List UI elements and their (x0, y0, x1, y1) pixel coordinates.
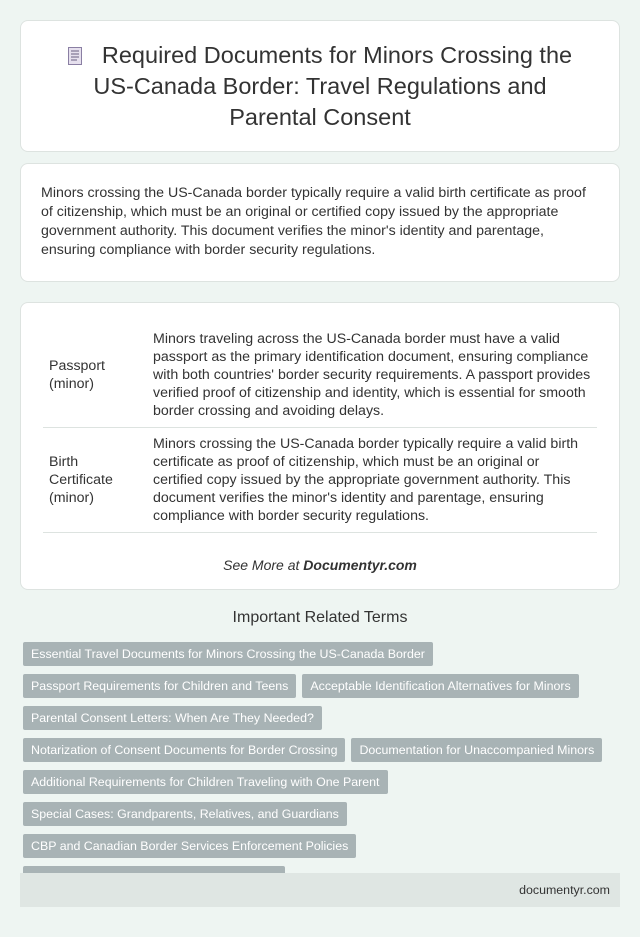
table-row (43, 323, 597, 428)
related-terms-tags (23, 642, 623, 898)
see-more-link[interactable] (43, 557, 597, 573)
related-tag[interactable]: Additional Requirements for Children Traveling with One Parent (23, 770, 388, 794)
table-row (43, 428, 597, 533)
footer-site[interactable]: documentyr.com (519, 883, 610, 897)
related-terms-heading: Important Related Terms (232, 609, 408, 626)
page-title-text: Required Documents for Minors Crossing the US-Canada Border: Travel Regulations and Parental Consent (93, 41, 573, 130)
documents-table (43, 323, 597, 533)
intro-paragraph: Minors crossing the US-Canada border typically require a valid birth certificate as proof of citizenship, which must be an original or certified copy issued by the appropriate government authority. This document verifies the minor's identity and parentage, ensuring compliance with border security regulations. (41, 185, 586, 258)
related-tag[interactable]: Notarization of Consent Documents for Border Crossing (23, 738, 345, 762)
intro-card (20, 163, 620, 282)
related-tag[interactable]: Essential Travel Documents for Minors Crossing the US-Canada Border (23, 642, 433, 666)
related-tag[interactable]: CBP and Canadian Border Services Enforcement Policies (23, 834, 356, 858)
title-card (20, 20, 620, 152)
related-tag[interactable]: Parental Consent Letters: When Are They Needed? (23, 706, 322, 730)
see-more-prefix: See More at (223, 557, 304, 573)
page-title (21, 40, 619, 133)
related-tag[interactable]: Passport Requirements for Children and Teens (23, 674, 296, 698)
table-term: Passport (minor) (43, 323, 149, 428)
related-tag[interactable]: Documentation for Unaccompanied Minors (351, 738, 602, 762)
related-tag[interactable]: Acceptable Identification Alternatives for Minors (302, 674, 578, 698)
documents-table-card (20, 302, 620, 590)
see-more-site[interactable]: Documentyr.com (303, 557, 417, 573)
table-description: Minors traveling across the US-Canada border must have a valid passport as the primary identification document, ensuring compliance with both countries' border security requirements. A passport provides verified proof of citizenship and identity, which is essential for smooth border crossing and avoiding delays. (149, 323, 597, 428)
footer (20, 873, 620, 907)
document-icon (68, 42, 82, 60)
table-description: Minors crossing the US-Canada border typically require a valid birth certificate as proof of citizenship, which must be an original or certified copy issued by the appropriate government authority. This document verifies the minor's identity and parentage, ensuring compliance with border security regulations. (149, 428, 597, 533)
related-tag[interactable]: Special Cases: Grandparents, Relatives, and Guardians (23, 802, 347, 826)
table-term: Birth Certificate (minor) (43, 428, 149, 533)
